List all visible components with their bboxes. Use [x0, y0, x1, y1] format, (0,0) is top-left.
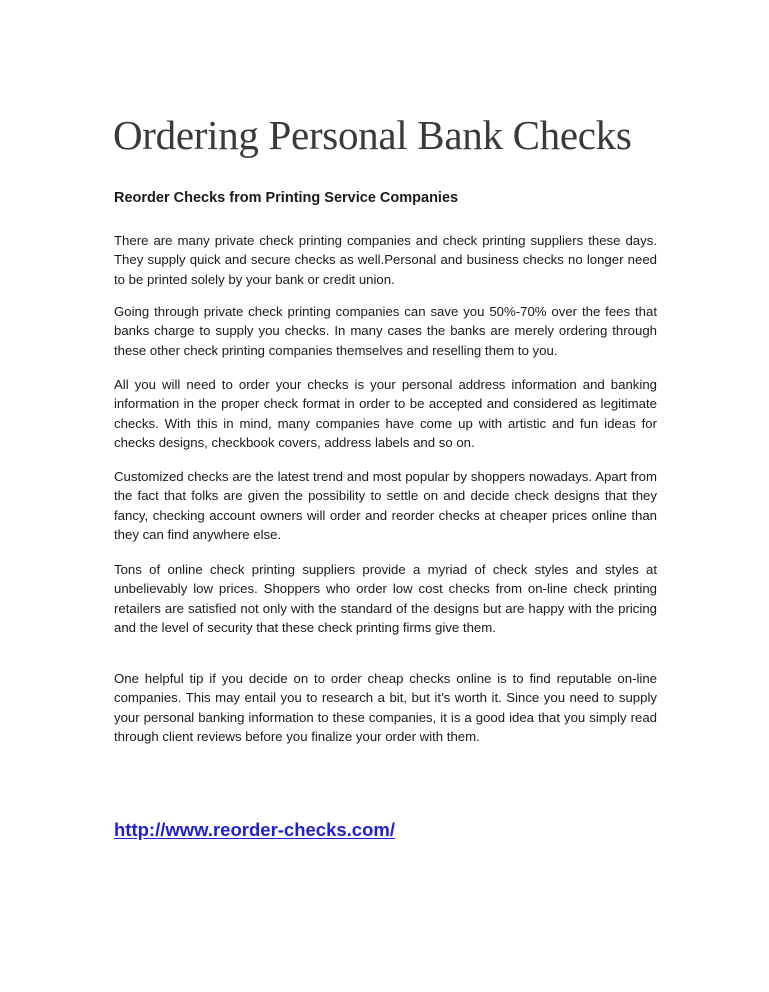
document-subtitle: Reorder Checks from Printing Service Companies — [114, 190, 459, 206]
paragraph-3: All you will need to order your checks is your personal address information and banking information in the proper check format in order to be accepted and considered as legitimate checks. With this in mind, many companies have come up with artistic and fun ideas for checks designs, checkbook covers, address labels and so on. — [114, 377, 657, 451]
paragraph-1: There are many private check printing companies and check printing suppliers these days. They supply quick and secure checks as well.Personal and business checks no longer need to be printed solely by your bank or credit union. — [114, 233, 657, 287]
paragraph-4: Customized checks are the latest trend and most popular by shoppers nowadays. Apart from the fact that folks are given the possibility to settle on and decide check designs that they fancy, checking account owners will order and reorder checks at cheaper prices online than they can find anywhere else. — [114, 469, 657, 543]
paragraph-5: Tons of online check printing suppliers provide a myriad of check styles and styles at unbelievably low prices. Shoppers who order low cost checks from on-line check printing retailers are satisfied not only with the standard of the designs but are happy with the pricing and the level of security that these check printing firms give them. — [114, 562, 657, 636]
paragraph-2: Going through private check printing companies can save you 50%-70% over the fees that banks charge to supply you checks. In many cases the banks are merely ordering through these other check printing companies themselves and reselling them to you. — [114, 304, 657, 358]
document-title: Ordering Personal Bank Checks — [113, 112, 632, 158]
paragraph-6: One helpful tip if you decide on to order cheap checks online is to find reputable on-line companies. This may entail you to research a bit, but it’s worth it. Since you need to supply your personal banking information to these companies, it is a good idea that you simply read through client reviews before you finalize your order with them. — [114, 671, 657, 745]
website-link[interactable]: http://www.reorder-checks.com/ — [114, 819, 395, 840]
